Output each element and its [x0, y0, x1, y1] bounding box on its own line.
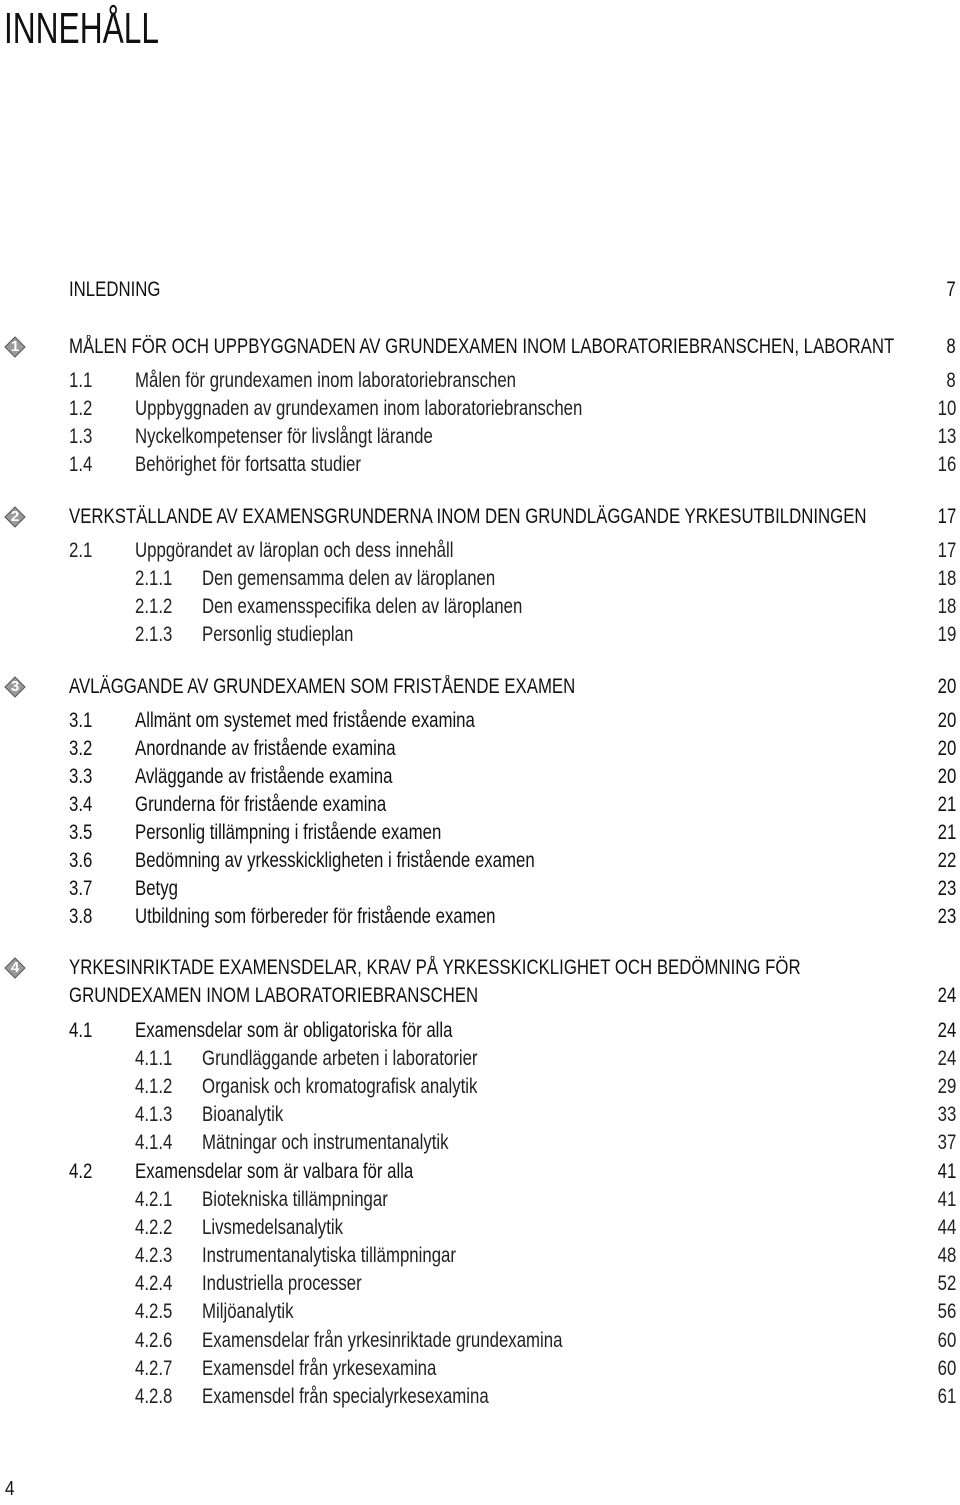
chapter-page-text: 20 [937, 675, 956, 698]
section-page [933, 1102, 956, 1128]
section-number [135, 1046, 182, 1072]
section-title [202, 622, 391, 648]
toc-subsection[interactable] [0, 1243, 960, 1269]
chapter-title-text: VERKSTÄLLANDE AV EXAMENSGRUNDERNA INOM DEN GRUNDLÄGGANDE YRKESUTBILDNINGEN [69, 505, 867, 528]
section-title [135, 1159, 483, 1185]
section-number [135, 622, 182, 648]
section-page-text: 18 [937, 567, 956, 590]
chapter-title [69, 955, 960, 981]
section-page-text: 41 [937, 1160, 956, 1183]
section-title-text: Uppbyggnaden av grundexamen inom laboratoriebranschen [135, 397, 583, 420]
section-title-text: Industriella processer [202, 1272, 362, 1295]
toc-section[interactable] [0, 708, 960, 734]
toc-subsection[interactable] [0, 1356, 960, 1382]
section-title-text: Examensdelar som är valbara för alla [135, 1160, 414, 1183]
section-number [135, 1271, 182, 1297]
section-page [933, 1074, 956, 1100]
chapter-title-text: AVLÄGGANDE AV GRUNDEXAMEN SOM FRISTÅENDE EXAMEN [69, 675, 576, 698]
section-page-text: 19 [937, 623, 956, 646]
section-page [933, 594, 956, 620]
section-number [135, 566, 182, 592]
section-title [202, 594, 602, 620]
section-page-text: 48 [937, 1244, 956, 1267]
section-title-text: Examensdel från specialyrkesexamina [202, 1385, 489, 1408]
section-number [135, 594, 182, 620]
section-title [202, 1074, 546, 1100]
page-title: INNEHÅLL [4, 4, 159, 53]
section-number [69, 708, 98, 734]
section-page-text: 24 [937, 1019, 956, 1042]
section-page-text: 44 [937, 1216, 956, 1239]
section-number [135, 1102, 182, 1128]
section-number-text: 2.1.1 [135, 567, 173, 590]
toc-subsection[interactable] [0, 1299, 960, 1325]
section-title-text: Anordnande av fristående examina [135, 737, 396, 760]
section-page-text: 20 [937, 737, 956, 760]
toc-section[interactable] [0, 848, 960, 874]
section-number [69, 396, 98, 422]
chapter-heading[interactable] [0, 983, 960, 1009]
section-number-text: 4.1.2 [135, 1075, 173, 1098]
section-title [135, 708, 560, 734]
section-number-text: 4.2.7 [135, 1357, 173, 1380]
section-number-text: 4.1 [69, 1019, 93, 1042]
chapter-title-text: GRUNDEXAMEN INOM LABORATORIEBRANSCHEN [69, 984, 479, 1007]
toc-subsection[interactable] [0, 1046, 960, 1072]
section-page [933, 792, 956, 818]
section-title-text: Miljöanalytik [202, 1300, 294, 1323]
section-page [933, 1018, 956, 1044]
toc-section[interactable] [0, 396, 960, 422]
chapter-heading[interactable] [0, 955, 960, 981]
section-title [202, 1102, 304, 1128]
section-title-text: Behörighet för fortsatta studier [135, 453, 361, 476]
section-page [933, 538, 956, 564]
section-page-text: 22 [937, 849, 956, 872]
section-number [135, 1215, 182, 1241]
section-page [933, 848, 956, 874]
chapter-page [944, 334, 956, 360]
chapter-title [69, 983, 580, 1009]
section-number-text: 4.2 [69, 1160, 93, 1183]
section-page [933, 904, 956, 930]
section-number [69, 764, 98, 790]
section-page [933, 820, 956, 846]
section-title-text: Den gemensamma delen av läroplanen [202, 567, 496, 590]
section-title [202, 1384, 560, 1410]
section-page [933, 1299, 956, 1325]
section-number-text: 3.2 [69, 737, 93, 760]
section-number [135, 1074, 182, 1100]
section-page [933, 1384, 956, 1410]
section-page-text: 16 [937, 453, 956, 476]
badge-number: 3 [10, 678, 20, 695]
chapter-title [69, 334, 960, 360]
section-page-text: 20 [937, 765, 956, 788]
section-page [933, 736, 956, 762]
toc-subsection[interactable] [0, 566, 960, 592]
section-page [933, 708, 956, 734]
section-title [135, 396, 694, 422]
chapter-heading[interactable] [0, 334, 960, 360]
chapter-page-text: 8 [946, 335, 956, 358]
section-number-text: 1.4 [69, 453, 93, 476]
section-title [135, 424, 507, 450]
section-number [135, 1299, 182, 1325]
section-title [135, 452, 418, 478]
section-page [933, 1046, 956, 1072]
section-title [135, 1018, 532, 1044]
section-page-text: 61 [937, 1385, 956, 1408]
section-page [944, 368, 956, 394]
section-title [202, 1243, 519, 1269]
section-page-text: 18 [937, 595, 956, 618]
section-number-text: 2.1 [69, 539, 93, 562]
section-number-text: 3.8 [69, 905, 93, 928]
section-number-text: 4.2.2 [135, 1216, 173, 1239]
entry-page [944, 277, 956, 303]
section-page-text: 21 [937, 821, 956, 844]
section-title [135, 820, 518, 846]
toc-subsection[interactable] [0, 1384, 960, 1410]
section-title [135, 368, 611, 394]
toc-subsection[interactable] [0, 1215, 960, 1241]
section-page-text: 23 [937, 877, 956, 900]
section-title [135, 904, 586, 930]
badge-number: 1 [10, 338, 20, 355]
section-number-text: 4.2.6 [135, 1329, 173, 1352]
section-page-text: 23 [937, 905, 956, 928]
section-title [202, 1215, 378, 1241]
section-number-text: 2.1.3 [135, 623, 173, 646]
toc-section[interactable] [0, 876, 960, 902]
section-title-text: Examensdel från yrkesexamina [202, 1357, 437, 1380]
section-page [933, 396, 956, 422]
chapter-title-text: MÅLEN FÖR OCH UPPBYGGNADEN AV GRUNDEXAMEN INOM LABORATORIEBRANSCHEN, LABORANT [69, 335, 895, 358]
section-page [933, 1159, 956, 1185]
section-number [69, 876, 98, 902]
toc-entry-intro[interactable] [0, 277, 960, 303]
section-number [69, 792, 98, 818]
toc-section[interactable] [0, 736, 960, 762]
section-number-text: 4.2.1 [135, 1188, 173, 1211]
section-title [135, 848, 635, 874]
section-title [135, 538, 533, 564]
toc-section[interactable] [0, 1159, 960, 1185]
section-number-text: 4.2.8 [135, 1385, 173, 1408]
section-number [135, 1187, 182, 1213]
section-number [69, 848, 98, 874]
section-page-text: 10 [937, 397, 956, 420]
section-title [135, 792, 449, 818]
section-page [933, 764, 956, 790]
chapter-page [933, 674, 956, 700]
section-title-text: Nyckelkompetenser för livslångt lärande [135, 425, 433, 448]
section-title [202, 1271, 402, 1297]
toc-section[interactable] [0, 368, 960, 394]
chapter-page [933, 504, 956, 530]
section-title-text: Livsmedelsanalytik [202, 1216, 343, 1239]
section-page-text: 33 [937, 1103, 956, 1126]
section-title-text: Grundläggande arbeten i laboratorier [202, 1047, 478, 1070]
toc-subsection[interactable] [0, 1130, 960, 1156]
section-page-text: 24 [937, 1047, 956, 1070]
toc-subsection[interactable] [0, 594, 960, 620]
section-number [69, 452, 98, 478]
section-page [933, 1328, 956, 1354]
toc-subsection[interactable] [0, 1187, 960, 1213]
section-title-text: Betyg [135, 877, 178, 900]
toc-subsection[interactable] [0, 1271, 960, 1297]
section-number [135, 1356, 182, 1382]
entry-title-text: INLEDNING [69, 278, 161, 301]
section-number [135, 1328, 182, 1354]
section-number [69, 1018, 98, 1044]
section-number [69, 424, 98, 450]
section-title-text: Den examensspecifika delen av läroplanen [202, 595, 523, 618]
section-title-text: Allmänt om systemet med fristående examina [135, 709, 475, 732]
section-title-text: Examensdelar som är obligatoriska för alla [135, 1019, 453, 1042]
section-number [69, 1159, 98, 1185]
section-number-text: 4.2.4 [135, 1272, 173, 1295]
section-page-text: 56 [937, 1300, 956, 1323]
section-number-text: 4.1.4 [135, 1131, 173, 1154]
section-title-text: Grunderna för fristående examina [135, 793, 387, 816]
toc-section[interactable] [0, 452, 960, 478]
section-title [202, 1046, 546, 1072]
section-page [933, 1187, 956, 1213]
section-page [933, 1356, 956, 1382]
section-number-text: 4.2.3 [135, 1244, 173, 1267]
section-number-text: 1.3 [69, 425, 93, 448]
page-number: 4 [5, 1478, 15, 1500]
section-number [69, 368, 98, 394]
section-page-text: 52 [937, 1272, 956, 1295]
section-number-text: 3.4 [69, 793, 93, 816]
section-title [202, 1356, 495, 1382]
section-number-text: 3.7 [69, 877, 93, 900]
section-page [933, 1243, 956, 1269]
toc-section[interactable] [0, 820, 960, 846]
toc-subsection[interactable] [0, 622, 960, 648]
section-number [135, 1130, 182, 1156]
section-page-text: 60 [937, 1357, 956, 1380]
toc-subsection[interactable] [0, 1102, 960, 1128]
section-number-text: 2.1.2 [135, 595, 173, 618]
section-title-text: Personlig tillämpning i fristående examen [135, 821, 442, 844]
section-number-text: 3.3 [69, 765, 93, 788]
section-number [69, 904, 98, 930]
section-number [135, 1384, 182, 1410]
section-page-text: 29 [937, 1075, 956, 1098]
section-page [933, 566, 956, 592]
section-page-text: 20 [937, 709, 956, 732]
section-page-text: 8 [946, 369, 956, 392]
chapter-page-text: 24 [937, 984, 956, 1007]
section-title-text: Biotekniska tillämpningar [202, 1188, 388, 1211]
section-number-text: 3.1 [69, 709, 93, 732]
section-page [933, 1130, 956, 1156]
section-page [933, 452, 956, 478]
section-page [933, 1215, 956, 1241]
toc-section[interactable] [0, 764, 960, 790]
section-number-text: 1.1 [69, 369, 93, 392]
chapter-heading[interactable] [0, 504, 960, 530]
section-number-text: 3.6 [69, 849, 93, 872]
section-title [135, 736, 461, 762]
section-title [202, 1187, 434, 1213]
section-title [202, 1130, 510, 1156]
section-title-text: Målen för grundexamen inom laboratoriebranschen [135, 369, 517, 392]
section-number-text: 4.2.5 [135, 1300, 173, 1323]
chapter-page-text: 17 [937, 505, 956, 528]
section-title-text: Bedömning av yrkesskickligheten i fristående examen [135, 849, 535, 872]
section-number [69, 538, 98, 564]
toc-section[interactable] [0, 538, 960, 564]
section-title-text: Utbildning som förbereder för fristående examen [135, 905, 496, 928]
section-page-text: 21 [937, 793, 956, 816]
section-title-text: Uppgörandet av läroplan och dess innehåll [135, 539, 454, 562]
section-number-text: 3.5 [69, 821, 93, 844]
section-title-text: Mätningar och instrumentanalytik [202, 1131, 449, 1154]
section-page [933, 424, 956, 450]
section-title-text: Bioanalytik [202, 1103, 284, 1126]
section-title [202, 1328, 653, 1354]
section-page [933, 622, 956, 648]
section-title [202, 1299, 316, 1325]
section-number [135, 1243, 182, 1269]
section-page [933, 1271, 956, 1297]
entry-page-text: 7 [946, 278, 956, 301]
section-page-text: 37 [937, 1131, 956, 1154]
section-title [135, 876, 189, 902]
section-title-text: Organisk och kromatografisk analytik [202, 1075, 478, 1098]
section-number [69, 736, 98, 762]
toc-section[interactable] [0, 904, 960, 930]
section-title-text: Examensdelar från yrkesinriktade grundexamina [202, 1329, 563, 1352]
badge-number: 4 [10, 959, 20, 976]
toc-subsection[interactable] [0, 1328, 960, 1354]
chapter-heading[interactable] [0, 674, 960, 700]
section-title-text: Avläggande av fristående examina [135, 765, 393, 788]
toc-subsection[interactable] [0, 1074, 960, 1100]
section-title-text: Personlig studieplan [202, 623, 354, 646]
section-number [69, 820, 98, 846]
chapter-title [69, 504, 960, 530]
section-page-text: 60 [937, 1329, 956, 1352]
section-number-text: 4.1.1 [135, 1047, 173, 1070]
section-page [933, 876, 956, 902]
section-title-text: Instrumentanalytiska tillämpningar [202, 1244, 456, 1267]
entry-title [69, 277, 183, 303]
toc-section[interactable] [0, 792, 960, 818]
section-number-text: 1.2 [69, 397, 93, 420]
badge-number: 2 [10, 508, 20, 525]
toc-section[interactable] [0, 424, 960, 450]
section-page-text: 17 [937, 539, 956, 562]
chapter-page [933, 983, 956, 1009]
section-page-text: 41 [937, 1188, 956, 1211]
toc-section[interactable] [0, 1018, 960, 1044]
section-title [135, 764, 457, 790]
section-page-text: 13 [937, 425, 956, 448]
chapter-title [69, 674, 702, 700]
chapter-title-text: YRKESINRIKTADE EXAMENSDELAR, KRAV PÅ YRKESSKICKLIGHET OCH BEDÖMNING FÖR [69, 956, 801, 979]
section-number-text: 4.1.3 [135, 1103, 173, 1126]
section-title [202, 566, 569, 592]
